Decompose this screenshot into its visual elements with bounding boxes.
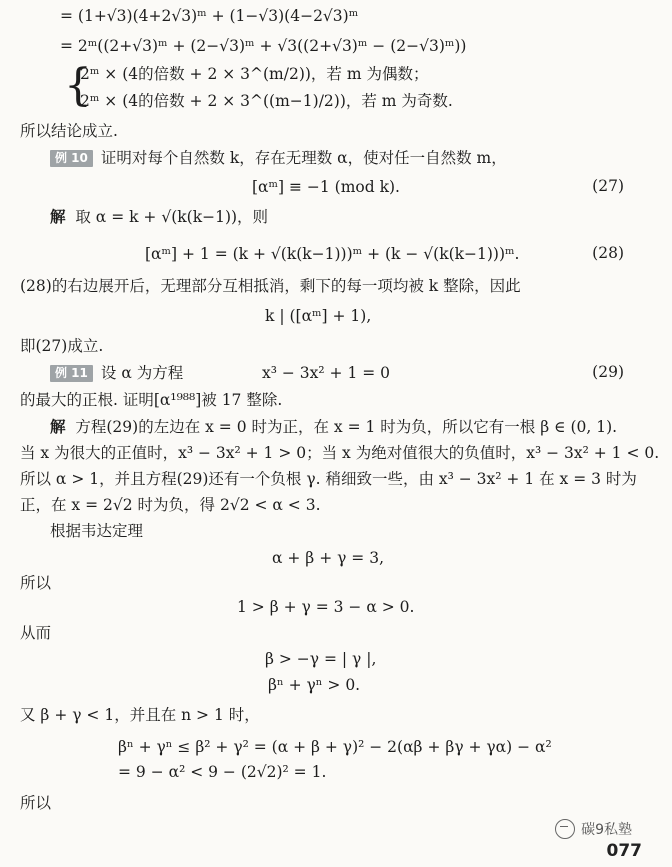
- solution-11: [50, 417, 617, 437]
- established-27: 即(27)成立.: [20, 337, 104, 355]
- paragraph-negative-root: 所以 α > 1，并且方程(29)还有一个负根 γ. 稍细致一些，由 x³ − 3x² + 1 在 x = 3 时为: [20, 470, 637, 488]
- so-line-1: 所以: [20, 574, 52, 592]
- equation-bound-1: βⁿ + γⁿ ≤ β² + γ² = (α + β + γ)² − 2(αβ + βγ + γα) − α²: [118, 738, 552, 756]
- equation-line-1: = (1+√3)(4+2√3)ᵐ + (1−√3)(4−2√3)ᵐ: [60, 7, 359, 25]
- equation-number-28: (28): [592, 244, 624, 262]
- paragraph-expansion: (28)的右边展开后，无理部分互相抵消，剩下的每一项均被 k 整除，因此: [20, 277, 521, 295]
- wechat-icon: [555, 819, 575, 839]
- vieta-intro: 根据韦达定理: [50, 522, 144, 540]
- largest-root-line: 的最大的正根. 证明[α¹⁹⁸⁸]被 17 整除.: [20, 391, 283, 409]
- equation-inequality-1: 1 > β + γ = 3 − α > 0.: [237, 598, 415, 616]
- case-brace: {: [64, 60, 92, 111]
- equation-29: x³ − 3x² + 1 = 0: [262, 364, 391, 382]
- solution-10: [50, 207, 268, 227]
- equation-number-27: (27): [592, 177, 624, 195]
- equation-vieta: α + β + γ = 3,: [272, 549, 385, 567]
- paragraph-bounds: 正，在 x = 2√2 时为负，得 2√2 < α < 3.: [20, 496, 321, 514]
- paragraph-n-greater-1: 又 β + γ < 1，并且在 n > 1 时，: [20, 706, 260, 724]
- example-10: [50, 148, 507, 168]
- equation-number-29: (29): [592, 363, 624, 381]
- example-11-statement: 设 α 为方程: [100, 364, 184, 382]
- conclusion-line: 所以结论成立.: [20, 122, 118, 140]
- example-11-badge: 例 11: [50, 365, 93, 382]
- case-even: 2ᵐ × (4的倍数 + 2 × 3^(m/2))，若 m 为偶数；: [80, 65, 429, 83]
- watermark: [555, 819, 632, 839]
- solution-11-label: 解: [50, 418, 66, 436]
- equation-divisibility: k | ([αᵐ] + 1),: [265, 307, 372, 325]
- example-10-statement: 证明对每个自然数 k，存在无理数 α，使对任一自然数 m，: [100, 149, 507, 167]
- case-odd: 2ᵐ × (4的倍数 + 2 × 3^((m−1)/2))，若 m 为奇数.: [80, 92, 453, 110]
- equation-abs-gamma: β > −γ = | γ |,: [265, 650, 377, 668]
- paragraph-large-values: 当 x 为很大的正值时，x³ − 3x² + 1 > 0；当 x 为绝对值很大的负值时，x³ − 3x² + 1 < 0.: [20, 444, 660, 462]
- equation-power-sum-positive: βⁿ + γⁿ > 0.: [268, 676, 361, 694]
- solution-10-text: 取 α = k + √(k(k−1))，则: [75, 208, 269, 226]
- so-line-2: 所以: [20, 794, 52, 812]
- watermark-text: 碳9私塾: [581, 822, 632, 838]
- equation-28: [αᵐ] + 1 = (k + √(k(k−1)))ᵐ + (k − √(k(k−1)))ᵐ.: [145, 245, 520, 263]
- example-11: [50, 363, 183, 383]
- solution-11-text: 方程(29)的左边在 x = 0 时为正，在 x = 1 时为负，所以它有一根 β ∈ (0, 1).: [75, 418, 618, 436]
- thus-line: 从而: [20, 624, 52, 642]
- example-10-badge: 例 10: [50, 150, 93, 167]
- equation-27: [αᵐ] ≡ −1 (mod k).: [252, 178, 400, 196]
- page-number: 077: [606, 841, 642, 861]
- equation-line-2: = 2ᵐ((2+√3)ᵐ + (2−√3)ᵐ + √3((2+√3)ᵐ − (2−√3)ᵐ)): [60, 37, 467, 55]
- equation-bound-2: = 9 − α² < 9 − (2√2)² = 1.: [118, 763, 327, 781]
- solution-label: 解: [50, 208, 66, 226]
